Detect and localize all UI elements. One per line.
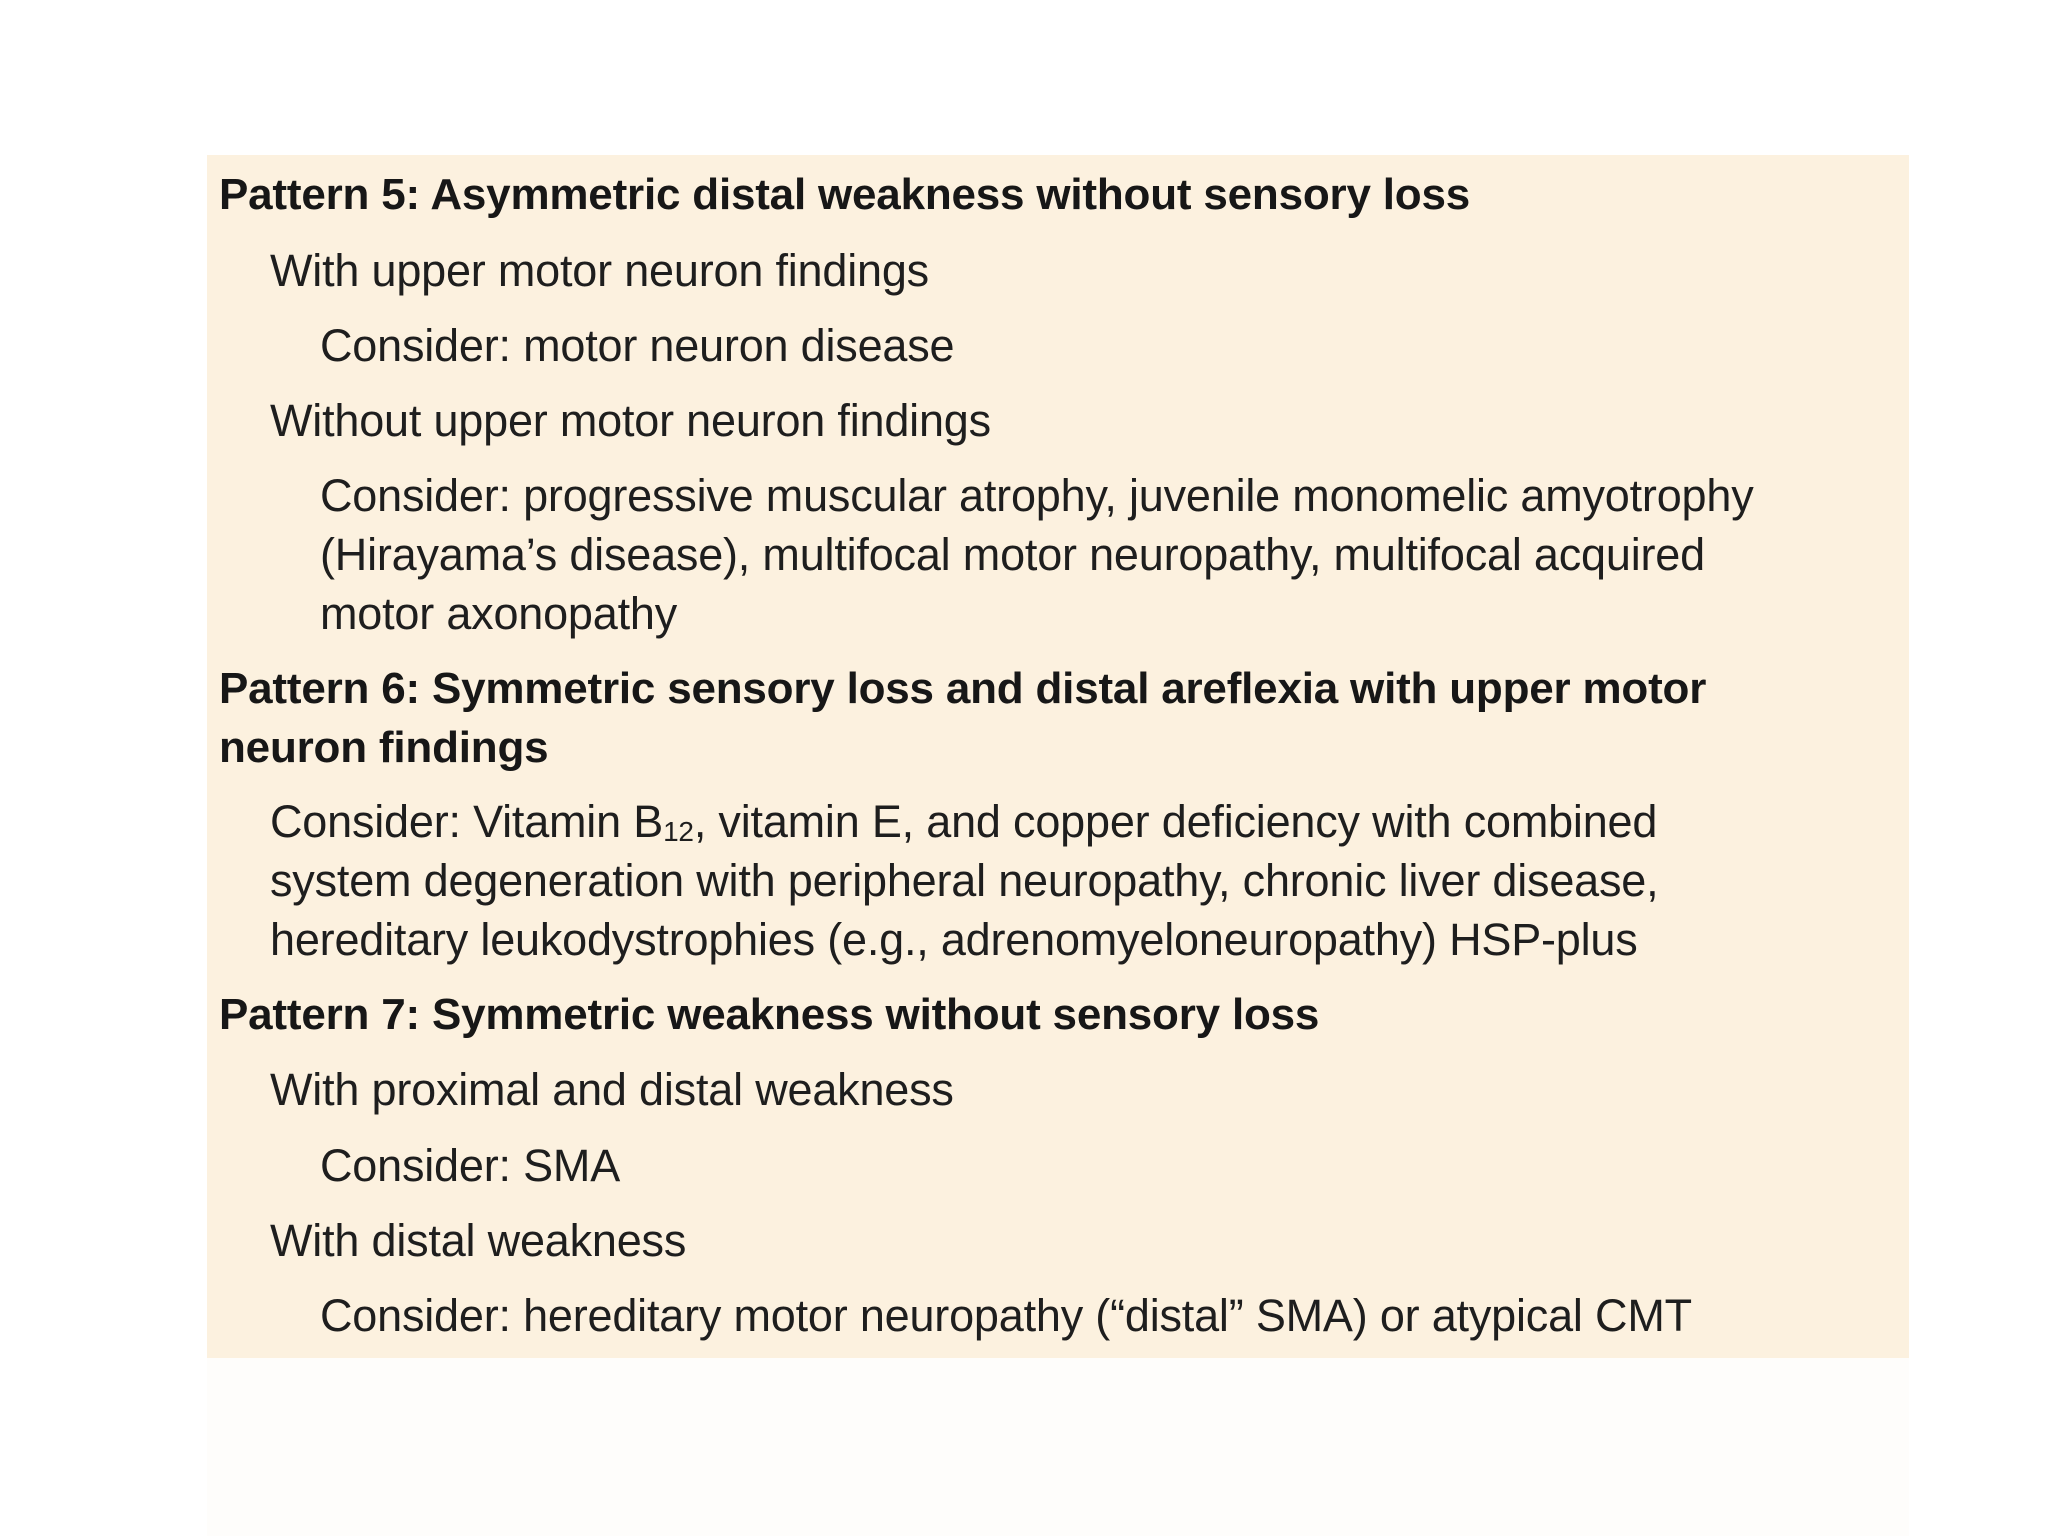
pattern-5-with-umn-consider: Consider: motor neuron disease [320, 320, 955, 371]
pattern-5-without-umn-consider-line: Consider: progressive muscular atrophy, juvenile monomelic amyotrophy [320, 470, 1754, 521]
page-background-lower [207, 1358, 1909, 1536]
pattern-6-consider-suffix: , vitamin E, and copper deficiency with combined [693, 796, 1658, 847]
pattern-7-distal-weakness: With distal weakness [270, 1215, 687, 1266]
pattern-6-consider-line: system degeneration with peripheral neuropathy, chronic liver disease, [270, 855, 1659, 906]
pattern-5-with-umn-findings: With upper motor neuron findings [270, 245, 929, 296]
vitamin-b12-subscript: 12 [663, 816, 694, 847]
pattern-7-distal-consider: Consider: hereditary motor neuropathy (“distal” SMA) or atypical CMT [320, 1290, 1692, 1341]
pattern-7-proximal-distal-consider: Consider: SMA [320, 1140, 621, 1191]
pattern-6-heading-line: neuron findings [219, 723, 549, 772]
pattern-5-without-umn-consider-line: motor axonopathy [320, 588, 678, 639]
pattern-6-consider-line [270, 792, 1657, 851]
pattern-7-proximal-distal-weakness: With proximal and distal weakness [270, 1064, 954, 1115]
pattern-5-heading: Pattern 5: Asymmetric distal weakness without sensory loss [219, 170, 1470, 219]
pattern-6-consider-prefix: Consider: Vitamin B [270, 796, 664, 847]
pattern-7-heading: Pattern 7: Symmetric weakness without sensory loss [219, 990, 1320, 1039]
pattern-5-without-umn-findings: Without upper motor neuron findings [270, 395, 991, 446]
pattern-5-without-umn-consider-line: (Hirayama’s disease), multifocal motor neuropathy, multifocal acquired [320, 529, 1705, 580]
pattern-6-consider-line: hereditary leukodystrophies (e.g., adrenomyeloneuropathy) HSP-plus [270, 914, 1638, 965]
pattern-6-heading-line: Pattern 6: Symmetric sensory loss and distal areflexia with upper motor [219, 664, 1707, 713]
